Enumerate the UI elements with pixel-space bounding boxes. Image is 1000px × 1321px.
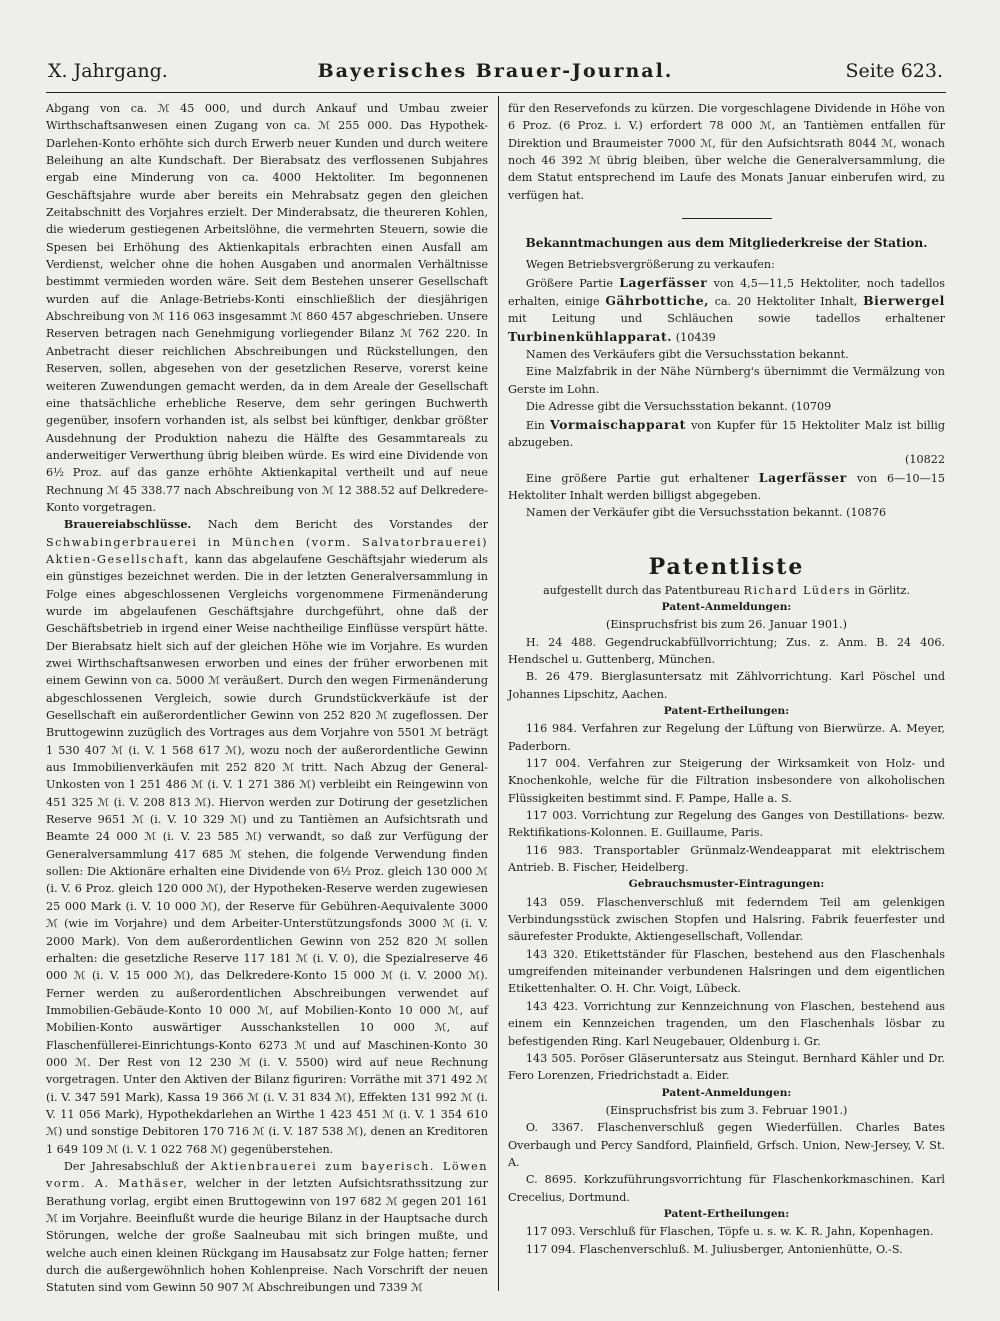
patent-entry: 143 505. Poröser Gläseruntersatz aus Steingut. Bernhard Kähler und Dr. Fero Lorenzen, Friedrichstadt a. Eider. xyxy=(508,1051,945,1083)
article-text: welcher in der letzten Aufsichtsrathssitzung zur Berathung vorlag, ergibt einen Bruttogewinn von 197 682 ℳ gegen 201 161 ℳ im Vorjahre. Beeinflußt wurde die heurige Bilanz in der Hauptsache durch Störungen, welche der große Saalneubau mit sich bringen mußte, und welche auch einen kleinen Rückgang im Hausabsatz zur Folge hatten; ferner durch die außergewöhnlich hohen Kohlenpreise. Nach Vorschrift der neuen Statuten sind vom Gewinn 50 907 ℳ Abschreibungen und 7339 ℳ xyxy=(46,1177,488,1295)
patent-section-heading: Patent-Ertheilungen: xyxy=(663,704,790,717)
article-continuation: Abgang von ca. ℳ 45 000, und durch Ankauf und Umbau zweier Wirthschaftsanwesen einen Zugang von ca. ℳ 255 000. Das Hypothek-Darlehen-Konto erhöhte sich durch Erwerb neuer Kunden und durch weitere Beleihung an alte Kundschaft. Der Bierabsatz des verflossenen Subjahres ergab eine Minderung von ca. 4000 Hektoliter. Im begonnenen Geschäftsjahre wurde aber bereits ein Mehrabsatz gegen den gleichen Zeitabschnitt des Vorjahres erzielt. Der Minderabsatz, die theureren Kohlen, die wiederum gestiegenen Arbeitslöhne, die vermehrten Steuern, sowie die Spesen bei Erhöhung des Aktienkapitals erbrachten einen Ausfall am Verdienst, welcher ohne die hohen Ausgaben und anormalen Verhältnisse bestimmt vermieden worden wäre. Seit dem Bestehen unserer Gesellschaft wurden auf die Anlage-Betriebs-Konti einschließlich der diesjährigen Abschreibung von ℳ 116 063 insgesammt ℳ 860 457 abgeschrieben. Unsere Reserven betragen nach Genehmigung vorliegender Bilanz ℳ 762 220. In Anbetracht dieser reichlichen Abschreibungen und Rückstellungen, den Reserven, sollen, abgesehen von der gesetzlichen Reserve, vorerst keine weiteren Zuwendungen gemacht werden, da in dem Areale der Gesellschaft eine thatsächliche erhebliche Reserve, dem sehr geringen Buchwerth gegenüber, insofern vorhanden ist, als selbst bei künftiger, denkbar größter Ausdehnung der Produktion nahezu die Hälfte des Gesammtareals zu anderweitiger Verwerthung übrig bleiben würde. Es wird eine Dividende von 6½ Proz. auf das ganze erhöhte Aktienkapital vertheilt und auf neue Rechnung ℳ 45 338.77 nach Abschreibung von ℳ 12 388.52 auf Delkredere-Konto vorgetragen. xyxy=(46,102,488,514)
patent-entry: 143 059. Flaschenverschluß mit federndem Teil am gelenkigen Verbindungsstück zwischen Stopfen und Halsring. Fabrik feuerfester und säurefester Produkte, Aktiengesellschaft, Vollendar. xyxy=(508,895,945,944)
article-loewenbrauerei xyxy=(46,1158,488,1297)
patent-entry: 117 093. Verschluß für Flaschen, Töpfe u. s. w. K. R. Jahn, Kopenhagen. xyxy=(525,1225,934,1239)
patent-entry: 116 984. Verfahren zur Regelung der Lüftung von Bierwürze. A. Meyer, Paderborn. xyxy=(508,722,945,753)
article-text: Der Jahresabschluß der xyxy=(63,1159,211,1173)
keyword: Lagerfässer xyxy=(758,469,847,485)
section-separator xyxy=(682,218,772,219)
journal-title: Bayerisches Brauer-Journal. xyxy=(317,60,674,82)
patent-entry: H. 24 488. Gegendruckabfüllvorrichtung; Zus. z. Anm. B. 24 406. Hendschel u. Guttenberg, München. xyxy=(508,635,945,666)
announcement-item: Eine größere Partie gut erhaltener Lagerfässer von 6—10—15 Hektoliter Inhalt werden billigst abgegeben. xyxy=(508,469,945,502)
announcement-item: Ein Vormaischapparat von Kupfer für 15 Hektoliter Malz ist billig abzugeben. xyxy=(508,416,945,449)
section-heading: Brauereiabschlüsse. xyxy=(63,517,192,532)
objection-deadline: (Einspruchsfrist bis zum 26. Januar 1901.) xyxy=(605,618,848,632)
patent-entry: 117 003. Vorrichtung zur Regelung des Ganges von Destillations- bezw. Rektifikations-Kolonnen. E. Guillaume, Paris. xyxy=(508,809,945,840)
announcement-note: Namen des Verkäufers gibt die Versuchsstation bekannt. xyxy=(525,348,849,362)
patent-entry: 117 094. Flaschenverschluß. M. Juliusberger, Antonienhütte, O.-S. xyxy=(525,1242,903,1256)
patent-entry: O. 3367. Flaschenverschluß gegen Wiederfüllen. Charles Bates Overbaugh und Percy Sandford, Plainfield, Grfsch. Union, New-Jersey, V. St. A. xyxy=(508,1121,945,1169)
keyword: Vormaischapparat xyxy=(550,416,686,432)
page-number: Seite 623. xyxy=(845,60,943,82)
announcement-item: Eine Malzfabrik in der Nähe Nürnberg's übernimmt die Vermälzung von Gerste im Lohn. xyxy=(508,365,945,396)
announcement-note: Die Adresse gibt die Versuchsstation bekannt. (10709 xyxy=(525,400,832,414)
keyword: Gährbottiche, xyxy=(605,293,710,309)
right-column xyxy=(508,100,945,1258)
announcement-intro: Wegen Betriebsvergrößerung zu verkaufen: xyxy=(525,258,775,272)
patent-entry: 116 983. Transportabler Grünmalz-Wendeapparat mit elektrischem Antrieb. B. Fischer, Heidelberg. xyxy=(508,843,945,875)
article-text: kann das abgelaufene Geschäftsjahr wiederum als ein günstiges bezeichnet werden. Die in der letzten Generalversammlung in Folge eines abgeschlossenen Vergleichs vorgenommene Firmenänderung wurde im abgelaufenen Geschäftsjahre durchgeführt, ohne daß der Geschäftsbetrieb in irgend einer Weise nachtheilige Einflüsse verspürt hätte. Der Bierabsatz hielt sich auf der gleichen Höhe wie im Vorjahre. Es wurden zwei Wirthschaftsanwesen erworben und eines der früher erworbenen mit einem Gewinn von ca. 5000 ℳ veräußert. Durch den wegen Firmenänderung abgeschlossenen Vergleich, sowie durch Grundstückverkäufe ist der Gesellschaft ein außerordentlicher Gewinn von 252 820 ℳ zugeflossen. Der Bruttogewinn zuzüglich des Vortrages aus dem Vorjahre von 5501 ℳ beträgt 1 530 407 ℳ (i. V. 1 568 617 ℳ), wozu noch der außerordentliche Gewinn aus Immobilienverkäufen mit 252 820 ℳ tritt. Nach Abzug der General-Unkosten von 1 251 486 ℳ (i. V. 1 271 386 ℳ) verbleibt ein Reingewinn von 451 325 ℳ (i. V. 208 813 ℳ). Hiervon werden zur Dotirung der gesetzlichen Reserve 9651 ℳ (i. V. 10 329 ℳ) und zu Tantièmen an Aufsichtsrath und Beamte 24 000 ℳ (i. V. 23 585 ℳ) verwandt, so daß zur Verfügung der Generalversammlung 417 685 ℳ stehen, die folgende Verwendung finden sollen: Die Aktionäre erhalten eine Dividende von 6½ Proz. gleich 130 000 ℳ (i. V. 6 Proz. gleich 120 000 ℳ), der Hypotheken-Reserve werden zugewiesen 25 000 Mark (i. V. 10 000 ℳ), der Reserve für Gebühren-Aequivalente 3000 ℳ (wie im Vorjahre) und dem Arbeiter-Unterstützungsfonds 3000 ℳ (i. V. 2000 Mark). Von dem außerordentlichen Gewinn von 252 820 ℳ sollen erhalten: die gesetzliche Reserve 117 181 ℳ (i. V. 0), die Spezialreserve 46 000 ℳ (i. V. 15 000 ℳ), das Delkredere-Konto 15 000 ℳ (i. V. 2000 ℳ). Ferner werden zu außerordentlichen Abschreibungen verwendet auf Immobilien-Gebäude-Konto 10 000 ℳ, auf Mobilien-Konto 10 000 ℳ, auf Mobilien-Konto auswärtiger Ausschankstellen 10 000 ℳ, auf Flaschenfüllerei-Einrichtungs-Konto 6273 ℳ und auf Maschinen-Konto 30 000 ℳ. Der Rest von 12 230 ℳ (i. V. 5500) wird auf neue Rechnung vorgetragen. Unter den Aktiven der Bilanz figuriren: Vorräthe mit 371 492 ℳ (i. V. 347 591 Mark), Kassa 19 366 ℳ (i. V. 31 834 ℳ), Effekten 131 992 ℳ (i. V. 11 056 Mark), Hypothekdarlehen an Wirthe 1 423 451 ℳ (i. V. 1 354 610 ℳ) und sonstige Debitoren 170 716 ℳ (i. V. 187 538 ℳ), denen an Kreditoren 1 649 109 ℳ (i. V. 1 022 768 ℳ) gegenüberstehen. xyxy=(46,552,488,1156)
announcement-note: Namen der Verkäufer gibt die Versuchsstation bekannt. (10876 xyxy=(525,506,887,520)
patent-list-title: Patentliste xyxy=(648,553,805,580)
company-name: Schwabingerbrauerei in München (vorm. Salvatorbrauerei) Aktien-Gesellschaft, xyxy=(46,535,488,566)
patent-section-heading: Patent-Anmeldungen: xyxy=(661,1086,792,1099)
article-continuation: für den Reservefonds zu kürzen. Die vorgeschlagene Dividende in Höhe von 6 Proz. (6 Proz. i. V.) erfordert 78 000 ℳ, an Tantièmen entfallen für Direktion und Braumeister 7000 ℳ, für den Aufsichtsrath 8044 ℳ, wonach noch 46 392 ℳ übrig bleiben, über welche die Generalversammlung, die dem Statut entsprechend im Laufe des Monats Januar einberufen wird, zu verfügen hat. xyxy=(508,102,945,202)
keyword: Lagerfässer xyxy=(619,274,708,290)
objection-deadline: (Einspruchsfrist bis zum 3. Februar 1901.) xyxy=(605,1103,848,1117)
article-text: Nach dem Bericht des Vorstandes der xyxy=(191,518,488,532)
keyword: Bierwergel xyxy=(863,293,945,309)
patent-section-heading: Patent-Anmeldungen: xyxy=(661,600,792,613)
announcement-item: Größere Partie Lagerfässer von 4,5—11,5 Hektoliter, noch tadellos erhalten, einige Gährbottiche, ca. 20 Hektoliter Inhalt, Bierwergel mit Leitung und Schläuchen sowie tadellos erhaltener Turbinenkühlapparat. (10439 xyxy=(508,274,945,344)
reference-number: (10439 xyxy=(672,330,716,344)
page-header xyxy=(48,60,943,88)
patent-section-heading: Gebrauchsmuster-Eintragungen: xyxy=(628,878,825,891)
column-divider xyxy=(498,96,499,1291)
patent-entry: 143 423. Vorrichtung zur Kennzeichnung von Flaschen, bestehend aus einem ein Kennzeichen tragenden, um den Flaschenhals lösbar zu befestigenden Ring. Karl Neugebauer, Oldenburg i. Gr. xyxy=(508,999,945,1048)
patent-section-heading: Patent-Ertheilungen: xyxy=(663,1207,790,1220)
patent-bureau-name: Richard Lüders xyxy=(743,583,851,597)
company-name: Aktienbrauerei zum bayerisch. Löwen vorm. A. Mathäser, xyxy=(46,1159,488,1191)
left-column xyxy=(46,100,488,1297)
reference-number: (10709 xyxy=(787,400,832,414)
article-brewery-closings xyxy=(46,516,488,1158)
volume-label: X. Jahrgang. xyxy=(48,60,168,82)
patent-list-subtitle: aufgestellt durch das Patentbureau Richard Lüders in Görlitz. xyxy=(543,583,910,597)
patent-entry: 143 320. Etikettständer für Flaschen, bestehend aus den Flaschenhals umgreifenden miteinander verbundenen Halsringen und dem eigentlichen Etikettenhalter. O. H. Chr. Voigt, Lübeck. xyxy=(508,947,945,996)
patent-entry: 117 004. Verfahren zur Steigerung der Wirksamkeit von Holz- und Knochenkohle, welche für die Filtration insbesondere von alkoholischen Flüssigkeiten bestimmt sind. F. Pampe, Halle a. S. xyxy=(508,757,945,805)
keyword: Turbinenkühlapparat. xyxy=(508,328,673,344)
announcements-heading: Bekanntmachungen aus dem Mitgliederkreise der Station. xyxy=(525,236,928,251)
patent-entry: B. 26 479. Bierglasuntersatz mit Zählvorrichtung. Karl Pöschel und Johannes Lipschitz, Aachen. xyxy=(508,670,945,701)
reference-number: (10876 xyxy=(842,506,887,520)
header-rule xyxy=(46,92,946,93)
patent-entry: C. 8695. Korkzuführungsvorrichtung für Flaschenkorkmaschinen. Karl Crecelius, Dortmund. xyxy=(508,1173,945,1204)
reference-number: (10822 xyxy=(905,453,945,467)
